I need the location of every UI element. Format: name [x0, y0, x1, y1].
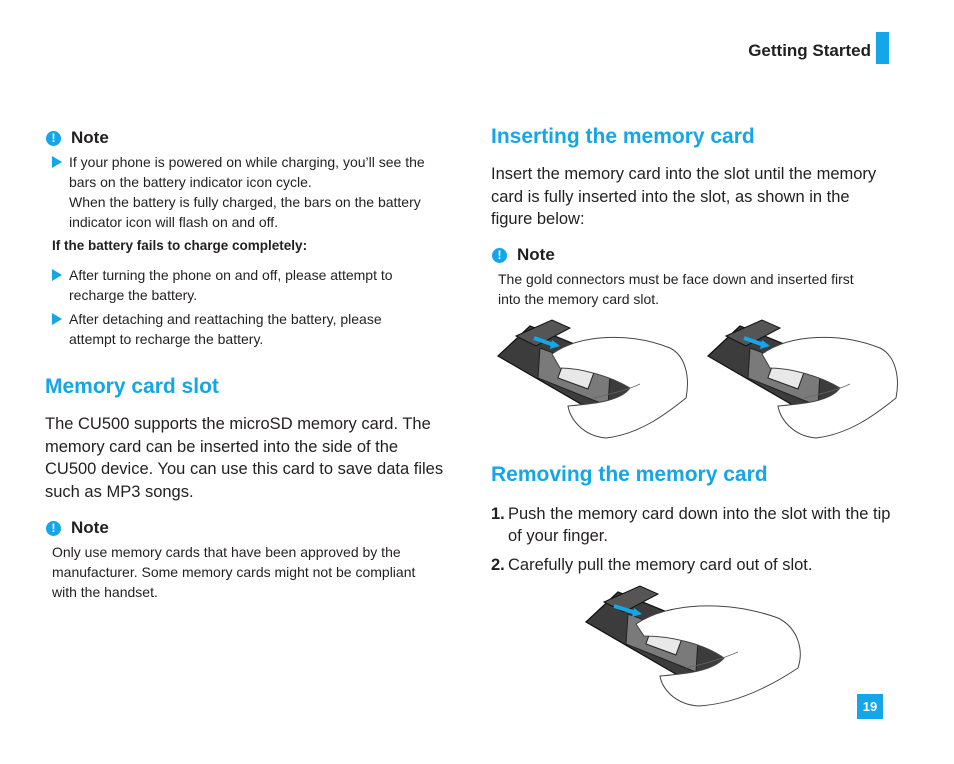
inserting-body — [491, 163, 901, 231]
note-label: Note — [71, 128, 109, 147]
text-line: of your finger. — [508, 527, 608, 545]
section-accent-bar — [876, 32, 889, 64]
note-label: Note — [517, 245, 555, 264]
text-line: Push the memory card down into the slot with the tip — [508, 505, 891, 523]
text-line: The CU500 supports the microSD memory card. The — [45, 415, 431, 433]
text-line: memory card can be inserted into the side of the — [45, 437, 399, 456]
triangle-bullet-icon — [52, 269, 62, 281]
bullet-list — [52, 265, 452, 349]
memory-card-slot-title: Memory card slot — [45, 375, 219, 398]
step-number: 1. — [491, 505, 505, 523]
note-heading — [492, 245, 555, 265]
text-line: into the memory card slot. — [498, 291, 660, 307]
page-number: 19 — [857, 694, 883, 719]
text-line: CU500 device. You can use this card to save data files — [45, 460, 444, 478]
text-line: When the battery is fully charged, the bars on the battery — [69, 194, 421, 210]
exclamation-circle-icon: ! — [492, 248, 507, 263]
text-line: If your phone is powered on while charging, you’ll see the — [69, 154, 425, 170]
list-item — [491, 554, 901, 576]
note-heading — [46, 518, 109, 538]
text-line: figure below: — [491, 210, 585, 228]
text-line: After detaching and reattaching the battery, please — [69, 311, 382, 327]
text-line: After turning the phone on and off, please attempt to — [69, 267, 393, 283]
subheading: If the battery fails to charge completely: — [52, 238, 308, 253]
note-body — [52, 152, 452, 232]
text-line: manufacturer. Some memory cards might not be compliant — [52, 564, 416, 580]
section-title: Getting Started — [748, 41, 871, 60]
removing-title: Removing the memory card — [491, 463, 768, 486]
text-line: card is fully inserted into the slot, as shown in the — [491, 187, 850, 206]
note-heading — [46, 128, 109, 148]
note-body — [52, 542, 452, 602]
exclamation-circle-icon: ! — [46, 521, 61, 536]
text-line: Insert the memory card into the slot until the memory — [491, 165, 877, 183]
triangle-bullet-icon — [52, 156, 62, 168]
exclamation-circle-icon: ! — [46, 131, 61, 146]
text-line: attempt to recharge the battery. — [69, 331, 264, 347]
memory-card-slot-body — [45, 413, 455, 503]
text-line: Only use memory cards that have been approved by the — [52, 544, 401, 560]
text-line: recharge the battery. — [69, 287, 198, 303]
triangle-bullet-icon — [52, 313, 62, 325]
text-line: The gold connectors must be face down and inserted first — [498, 271, 854, 287]
phone-hand-insert-illustration-1 — [490, 318, 690, 440]
phone-hand-insert-illustration-2 — [700, 318, 900, 440]
list-item — [491, 503, 901, 547]
text-line: bars on the battery indicator icon cycle. — [69, 174, 312, 190]
text-line: such as MP3 songs. — [45, 482, 194, 501]
removing-steps — [491, 503, 901, 576]
list-item — [52, 152, 452, 232]
note-label: Note — [71, 518, 109, 537]
text-line: indicator icon will flash on and off. — [69, 214, 279, 230]
phone-hand-remove-illustration — [578, 584, 808, 708]
text-line: with the handset. — [52, 584, 158, 600]
text-line: Carefully pull the memory card out of slot. — [508, 556, 813, 574]
inserting-title: Inserting the memory card — [491, 125, 755, 148]
list-item — [52, 265, 452, 305]
list-item — [52, 309, 452, 349]
step-number: 2. — [491, 556, 505, 574]
note-body — [498, 269, 898, 309]
